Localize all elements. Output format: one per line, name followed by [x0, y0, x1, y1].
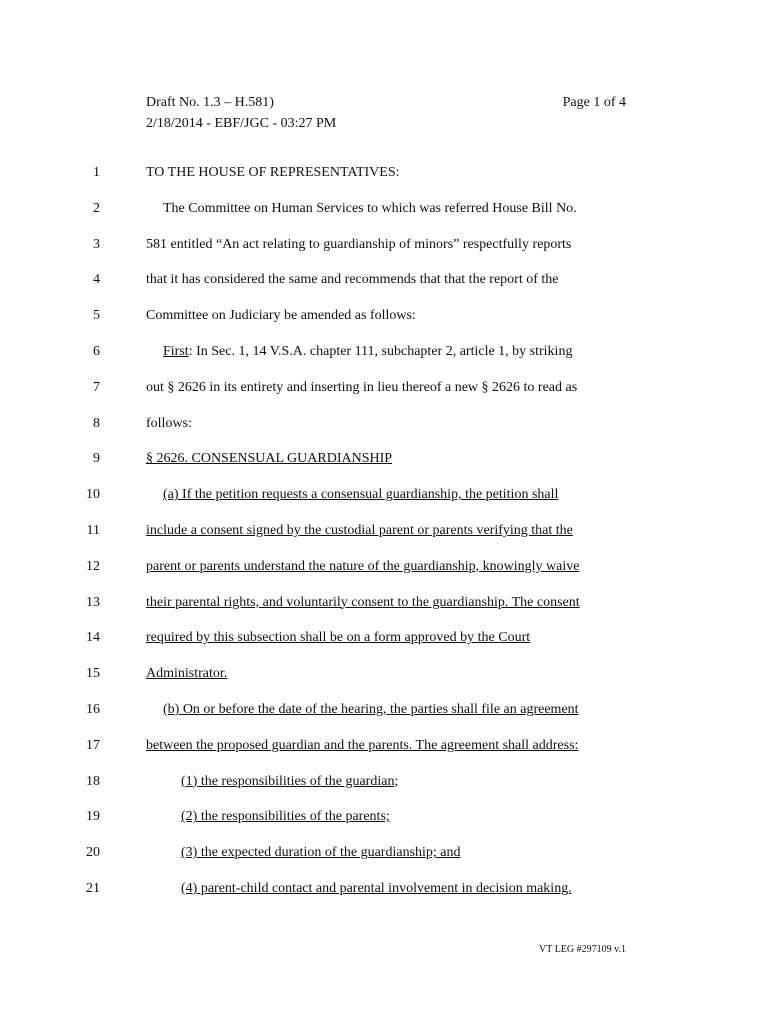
line-text: include a consent signed by the custodial parent or parents verifying that the — [146, 522, 573, 538]
line-text: parent or parents understand the nature of the guardianship, knowingly waive — [146, 558, 580, 574]
text-line — [0, 521, 770, 557]
line-text: Committee on Judiciary be amended as follows: — [146, 308, 416, 324]
line-number: 12 — [86, 558, 100, 574]
document-header — [146, 92, 336, 134]
line-number: 5 — [93, 308, 100, 324]
text-line — [0, 235, 770, 271]
line-number: 18 — [86, 773, 100, 789]
line-text: (3) the expected duration of the guardianship; and — [181, 845, 461, 861]
line-text: (1) the responsibilities of the guardian; — [181, 773, 399, 789]
line-text: out § 2626 in its entirety and inserting in lieu thereof a new § 2626 to read as — [146, 379, 578, 395]
text-line — [0, 270, 770, 306]
text-line — [0, 414, 770, 450]
draft-date: 2/18/2014 - EBF/JGC - 03:27 PM — [146, 116, 337, 131]
line-number: 11 — [86, 522, 100, 538]
line-text: (4) parent-child contact and parental involvement in decision making. — [181, 880, 572, 896]
line-number: 4 — [93, 272, 100, 288]
line-text: The Committee on Human Services to which was referred House Bill No. — [163, 200, 577, 216]
text-line — [0, 306, 770, 342]
line-number: 3 — [93, 236, 100, 252]
line-number: 9 — [93, 451, 100, 467]
line-text: (a) If the petition requests a consensual guardianship, the petition shall — [163, 487, 559, 503]
line-number: 13 — [86, 594, 100, 610]
line-number: 15 — [86, 666, 100, 682]
text-line — [0, 557, 770, 593]
line-text: (b) On or before the date of the hearing, the parties shall file an agreement — [163, 701, 579, 717]
line-text: (2) the responsibilities of the parents; — [181, 809, 390, 825]
text-line — [0, 163, 770, 199]
text-line — [0, 593, 770, 629]
line-number: 16 — [86, 701, 100, 717]
text-line — [0, 378, 770, 414]
first-instruction: : In Sec. 1, 14 V.S.A. chapter 111, subchapter 2, article 1, by striking — [188, 343, 573, 359]
text-line — [0, 485, 770, 521]
line-number: 2 — [93, 200, 100, 216]
line-number: 21 — [86, 880, 100, 896]
line-number: 17 — [86, 737, 100, 753]
text-line — [0, 700, 770, 736]
line-text: between the proposed guardian and the parents. The agreement shall address: — [146, 737, 579, 753]
line-number: 1 — [93, 165, 100, 180]
text-line — [0, 199, 770, 235]
text-line — [0, 449, 770, 485]
draft-number: Draft No. 1.3 – H.581) — [146, 95, 274, 110]
text-line — [0, 628, 770, 664]
text-line — [0, 342, 770, 378]
line-number: 14 — [86, 630, 100, 646]
text-line — [0, 879, 770, 915]
text-line — [0, 664, 770, 700]
line-text: required by this subsection shall be on a form approved by the Court — [146, 630, 531, 646]
line-number: 7 — [93, 379, 100, 395]
line-number: 8 — [93, 415, 100, 431]
page-number: Page 1 of 4 — [562, 95, 626, 110]
line-text: follows: — [146, 415, 192, 431]
line-number: 6 — [93, 343, 100, 359]
document-id: VT LEG #297109 v.1 — [539, 944, 626, 955]
line-number: 20 — [86, 845, 100, 861]
line-text: their parental rights, and voluntarily consent to the guardianship. The consent — [146, 594, 580, 610]
text-line — [0, 736, 770, 772]
line-text: that it has considered the same and recommends that that the report of the — [146, 272, 559, 288]
line-number: 10 — [86, 487, 100, 503]
line-text: TO THE HOUSE OF REPRESENTATIVES: — [146, 165, 400, 180]
text-line — [0, 807, 770, 843]
line-number: 19 — [86, 809, 100, 825]
line-text — [163, 342, 572, 362]
line-text: Administrator. — [146, 666, 228, 682]
text-line — [0, 772, 770, 808]
line-text: 581 entitled “An act relating to guardianship of minors” respectfully reports — [146, 236, 572, 252]
section-heading: § 2626. CONSENSUAL GUARDIANSHIP — [146, 451, 393, 467]
first-label: First — [163, 343, 189, 359]
text-line — [0, 843, 770, 879]
bill-text — [0, 163, 770, 915]
